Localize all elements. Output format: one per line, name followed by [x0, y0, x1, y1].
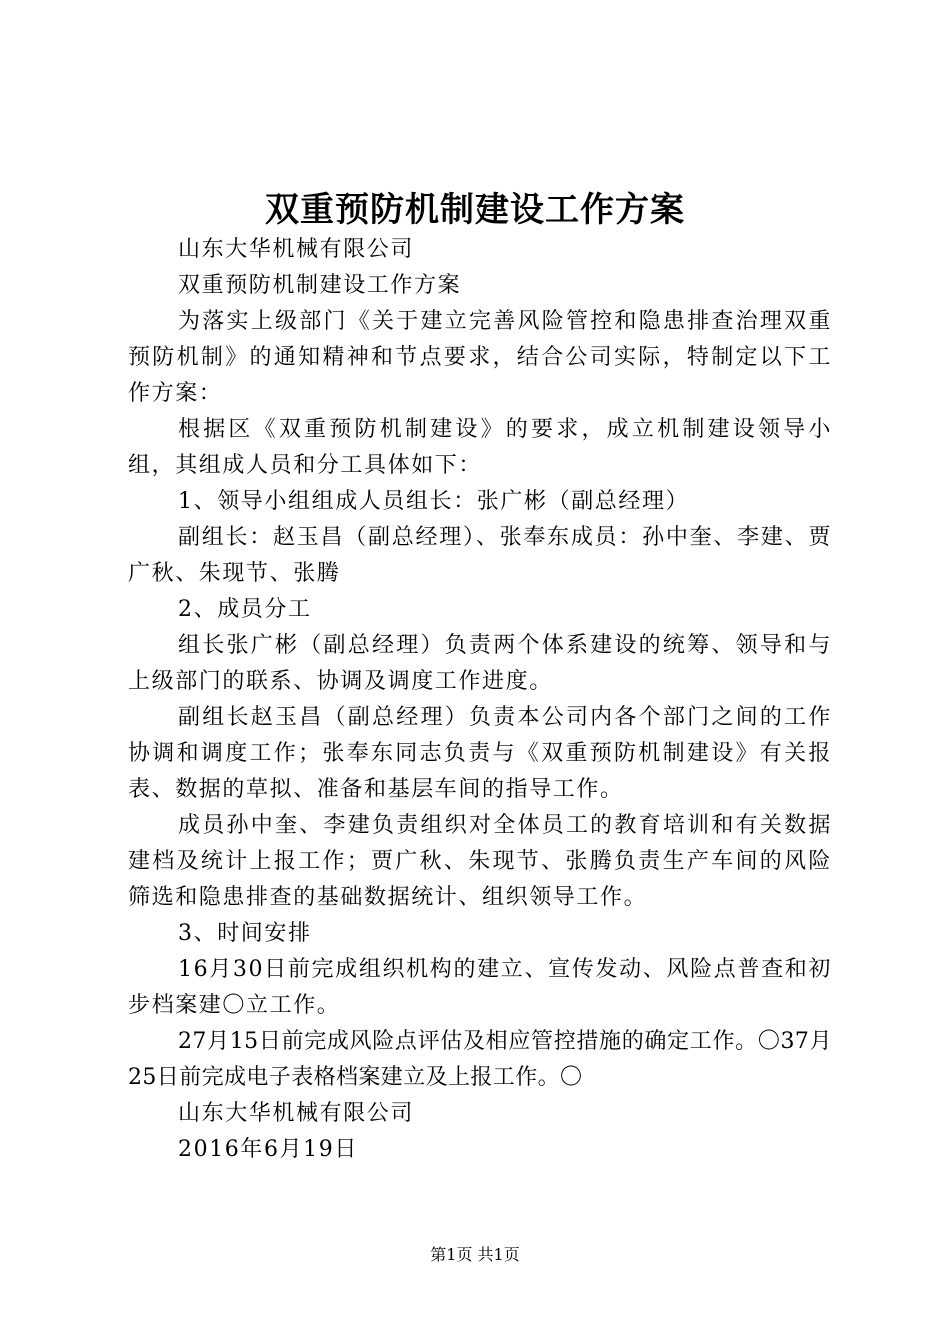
signature-company: 山东大华机械有限公司: [178, 1101, 415, 1126]
section-3-heading: 3、时间安排: [178, 921, 312, 946]
deputy-duty-paragraph: 副组长赵玉昌（副总经理）负责本公司内各个部门之间的工作协调和调度工作；张奉东同志负责与《双重预防机制建设》有关报表、数据的草拟、准备和基层车间的指导工作。: [128, 705, 832, 802]
schedule-item-2-3: 27月15日前完成风险点评估及相应管控措施的确定工作。〇37月25日前完成电子表格档案建立及上报工作。〇: [128, 1029, 832, 1090]
document-body: [128, 232, 832, 1168]
company-name: 山东大华机械有限公司: [178, 237, 415, 262]
leader-duty-paragraph: 组长张广彬（副总经理）负责两个体系建设的统筹、领导和与上级部门的联系、协调及调度工作进度。: [128, 633, 832, 694]
section-2-heading: 2、成员分工: [178, 597, 312, 622]
document-subtitle: 双重预防机制建设工作方案: [178, 273, 462, 298]
intro-paragraph: 为落实上级部门《关于建立完善风险管控和隐患排查治理双重预防机制》的通知精神和节点要求，结合公司实际，特制定以下工作方案：: [128, 309, 832, 406]
page-indicator: 第1页 共1页: [430, 1245, 520, 1264]
schedule-item-1: 16月30日前完成组织机构的建立、宣传发动、风险点普查和初步档案建〇立工作。: [128, 957, 832, 1018]
members-paragraph: 副组长：赵玉昌（副总经理）、张奉东成员：孙中奎、李建、贾广秋、朱现节、张腾: [128, 525, 832, 586]
basis-paragraph: 根据区《双重预防机制建设》的要求，成立机制建设领导小组，其组成人员和分工具体如下：: [128, 417, 832, 478]
section-1-heading: 1、领导小组组成人员组长：张广彬（副总经理）: [178, 489, 690, 514]
member-duty-paragraph: 成员孙中奎、李建负责组织对全体员工的教育培训和有关数据建档及统计上报工作；贾广秋、朱现节、张腾负责生产车间的风险筛选和隐患排查的基础数据统计、组织领导工作。: [128, 813, 832, 910]
signature-date: 2016年6月19日: [178, 1137, 358, 1162]
document-title: 双重预防机制建设工作方案: [265, 190, 685, 230]
